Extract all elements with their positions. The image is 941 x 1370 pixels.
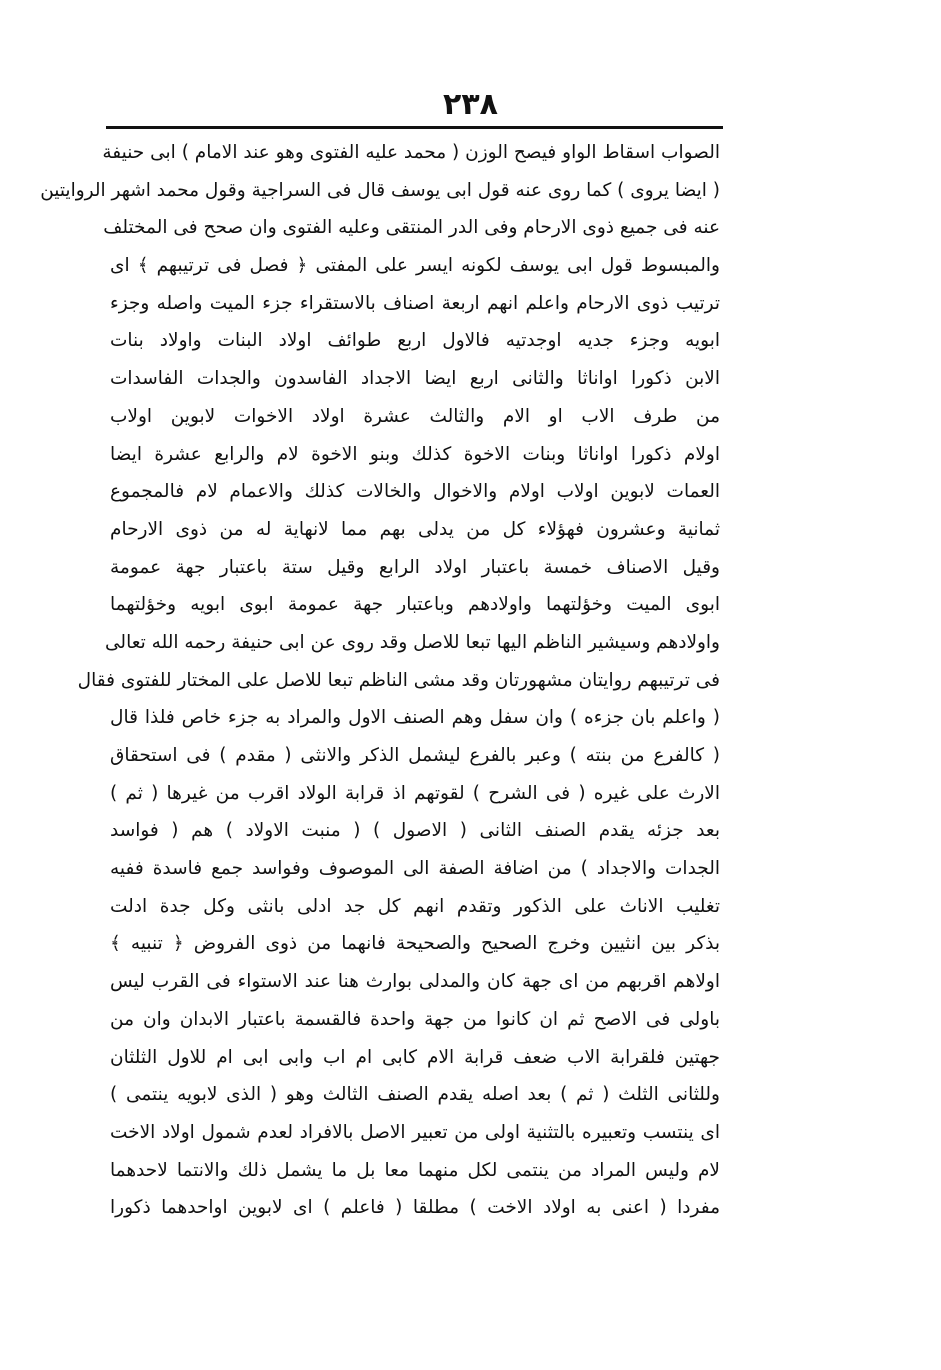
text-line: والمبسوط قول ابى يوسف لكونه ايسر على المفتى ﴿ فصل فى ترتيبهم ﴾ اى	[110, 255, 720, 277]
text-line: واولادهم وسيشير الناظم اليها تبعا للاصل وقد روى عن ابى حنيفة رحمه الله تعالى	[105, 631, 720, 653]
text-line: عنه فى جميع ذوى الارحام وفى الدر المنتقى وعليه الفتوى وان صحح فى المختلف	[103, 217, 720, 239]
text-line: ابويه وجزء جديه اوجدتيه فالاول اربع طوائف اولاد البنات واولاد بنات	[110, 330, 720, 352]
text-line: فى ترتيبهم روايتان مشهورتان وقد مشى الناظم تبعا للاصل على المختار للفتوى فقال	[77, 669, 720, 691]
body-text	[40, 134, 720, 1227]
text-line: ( واعلم بان جزءه ) وان سفل وهم الصنف الاول والمراد به جزء خاص فلذا قال	[110, 707, 720, 729]
header-rule	[106, 126, 723, 129]
text-line: من طرف الاب او الام والثالث عشرة اولاد الاخوات لابوين اولاب	[110, 405, 720, 427]
text-line: العمات لابوين اولاب اولام والاخوال والخالات كذلك والاعمام لام فالمجموع	[110, 481, 720, 503]
text-line: بذكر بين انثيين وخرج الصحيح والصحيحة فانهما من ذوى الفروض ﴿ تنبيه ﴾	[110, 933, 720, 955]
text-line: وقيل الاصناف خمسة باعتبار اولاد الرابع وقيل ستة باعتبار جهة عمومة	[110, 556, 720, 578]
text-line: الصواب اسقاط الواو فيصح الوزن ( محمد عليه الفتوى وهو عند الامام ) ابى حنيفة	[102, 142, 720, 163]
text-line: بعد جزئه يقدم الصنف الثانى ( الاصول ) ( منبت الاولاد ) هم ( فواسد	[110, 820, 720, 842]
page-number: ٢٣٨	[443, 87, 498, 122]
text-line: ترتيب ذوى الارحام واعلم انهم اربعة اصناف بالاستقراء جزء الميت واصله وجزء	[110, 292, 720, 314]
text-line: ( ايضا يروى ) كما روى عنه قول ابى يوسف قال فى السراجية وقول محمد اشهر الروايتين	[40, 179, 720, 201]
text-line: اولاهم اقربهم من اى جهة كان والمدلى بوارث هنا عند الاستواء فى القرب ليس	[110, 971, 720, 993]
text-line: وللثانى الثلث ( ثم ) بعد اصله يقدم الصنف الثالث وهو ( الذى لابويه ينتمى )	[110, 1084, 720, 1106]
text-line: ابوى الميت وخؤلتهما واولادهم وباعتبار جهة عمومة ابوى ابويه وخؤلتهما	[110, 594, 720, 616]
text-line: الجدات والاجداد ) من اضافة الصفة الى الموصوف وفواسد جمع فاسدة ففيه	[110, 858, 720, 880]
text-line: جهتين فلقرابة الاب ضعف قرابة الام كابى ام اب وابى ابى ام للاول الثلثان	[110, 1046, 720, 1068]
text-line: تغليب الاناث على الذكور وتقدم انهم كل جد ادلى بانثى وكل جدة ادلت	[110, 895, 720, 917]
text-line: الابن ذكورا اواناثا والثانى اربع ايضا الاجداد الفاسدون والجدات الفاسدات	[110, 368, 720, 390]
text-line: ( كالفرع من بنته ) وعبر بالفرع ليشمل الذكر والانثى ( مقدم ) فى استحقاق	[110, 745, 720, 766]
text-line: اى ينتسب وتعبيره بالتثنية اولى من تعبير الاصل بالافراد لعدم شمول اولاد الاخت	[110, 1121, 720, 1143]
text-line: الارث على غيره ( فى الشرح ) لقوتهم اذ قرابة الولاد اقرب من غيرها ( ثم )	[110, 782, 720, 804]
text-line: مفردا ( اعنى به اولاد الاخت ) مطلقا ( فاعلم ) اى لابوين اواحدهما ذكورا	[110, 1197, 720, 1219]
text-line: اولام ذكورا اواناثا وبنات الاخوة كذلك وبنو الاخوة لام والرابع عشرة ايضا	[110, 443, 720, 465]
text-line: لام وليس المراد من ينتمى لكل منهما معا بل ما يشمل ذلك والانتما لاحدهما	[110, 1159, 720, 1181]
text-line: ثمانية وعشرون فهؤلاء كل من يدلى بهم مما لانهاية له من ذوى الارحام	[110, 518, 720, 540]
text-line: باولى فى الاصح ثم ان كانوا من جهة واحدة فالقسمة باعتبار الابدان وان من	[110, 1008, 720, 1030]
